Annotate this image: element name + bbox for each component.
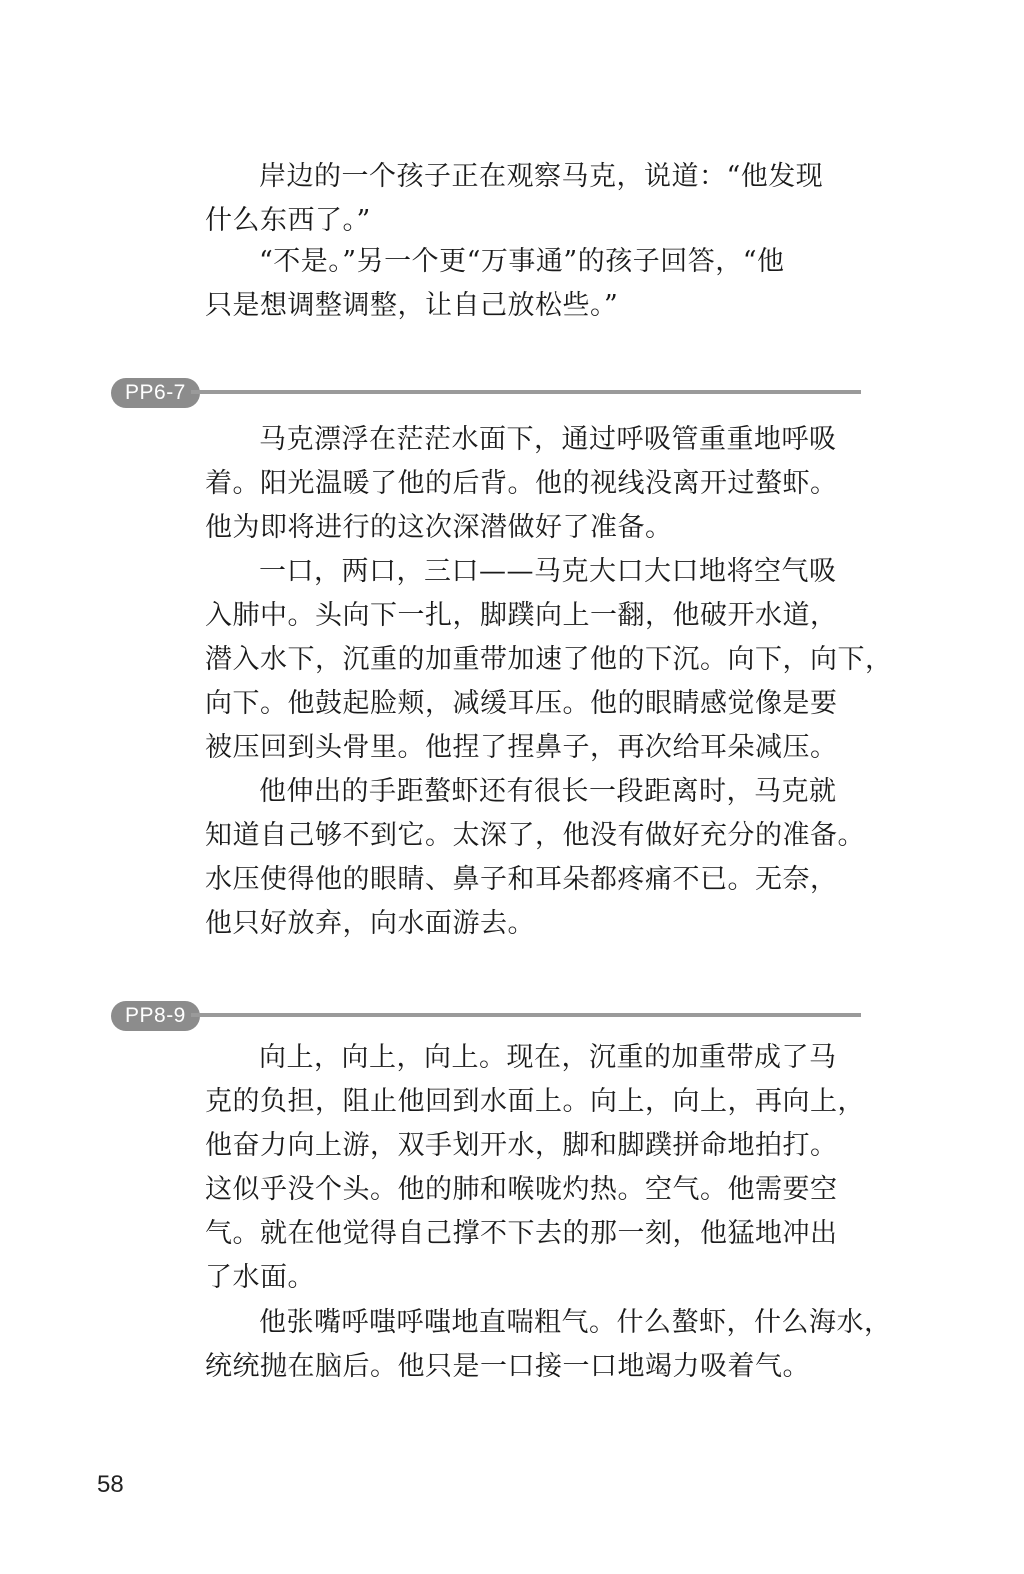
page-number: 58 bbox=[97, 1471, 124, 1498]
paragraph-pp6-7-3 bbox=[205, 770, 865, 946]
section-divider bbox=[191, 1013, 861, 1017]
text-line: 了水面。 bbox=[205, 1262, 315, 1293]
section-tag: PP8-9 bbox=[111, 1001, 200, 1031]
paragraph-pp8-9-2 bbox=[205, 1301, 892, 1389]
paragraph-intro-2 bbox=[205, 240, 860, 328]
text-line: 气。就在他觉得自己撑不下去的那一刻，他猛地冲出 bbox=[205, 1218, 838, 1249]
text-line: 克的负担，阻止他回到水面上。向上，向上，再向上， bbox=[205, 1086, 865, 1117]
paragraph-pp6-7-1 bbox=[205, 418, 860, 550]
section-tag: PP6-7 bbox=[111, 378, 200, 408]
text-line: 什么东西了。” bbox=[205, 205, 371, 236]
text-line: 他只好放弃，向水面游去。 bbox=[205, 908, 535, 939]
text-line: 向上，向上，向上。现在，沉重的加重带成了马 bbox=[259, 1042, 837, 1073]
paragraph-pp8-9-1 bbox=[205, 1036, 865, 1300]
text-line: 他为即将进行的这次深潜做好了准备。 bbox=[205, 512, 673, 543]
text-line: 他伸出的手距螯虾还有很长一段距离时，马克就 bbox=[259, 776, 837, 807]
text-line: 水压使得他的眼睛、鼻子和耳朵都疼痛不已。无奈， bbox=[205, 864, 838, 895]
text-line: “不是。”另一个更“万事通”的孩子回答，“他 bbox=[259, 246, 785, 277]
text-line: 着。阳光温暖了他的后背。他的视线没离开过螯虾。 bbox=[205, 468, 838, 499]
text-line: 一口，两口，三口——马克大口大口地将空气吸 bbox=[259, 556, 837, 587]
text-line: 只是想调整调整，让自己放松些。” bbox=[205, 290, 619, 321]
section-header-pp8-9 bbox=[111, 1001, 861, 1031]
paragraph-intro-1 bbox=[205, 155, 860, 243]
text-line: 岸边的一个孩子正在观察马克，说道：“他发现 bbox=[259, 161, 824, 192]
text-line: 被压回到头骨里。他捏了捏鼻子，再次给耳朵减压。 bbox=[205, 732, 838, 763]
text-line: 统统抛在脑后。他只是一口接一口地竭力吸着气。 bbox=[205, 1351, 810, 1382]
text-line: 他奋力向上游，双手划开水，脚和脚蹼拼命地拍打。 bbox=[205, 1130, 838, 1161]
paragraph-pp6-7-2 bbox=[205, 550, 893, 770]
text-line: 这似乎没个头。他的肺和喉咙灼热。空气。他需要空 bbox=[205, 1174, 838, 1205]
text-line: 知道自己够不到它。太深了，他没有做好充分的准备。 bbox=[205, 820, 865, 851]
text-line: 潜入水下，沉重的加重带加速了他的下沉。向下，向下， bbox=[205, 644, 893, 675]
text-line: 他张嘴呼嗤呼嗤地直喘粗气。什么螯虾，什么海水， bbox=[259, 1307, 892, 1338]
text-line: 马克漂浮在茫茫水面下，通过呼吸管重重地呼吸 bbox=[259, 424, 837, 455]
text-line: 向下。他鼓起脸颊，减缓耳压。他的眼睛感觉像是要 bbox=[205, 688, 838, 719]
section-divider bbox=[191, 390, 861, 394]
text-line: 入肺中。头向下一扎，脚蹼向上一翻，他破开水道， bbox=[205, 600, 838, 631]
section-header-pp6-7 bbox=[111, 378, 861, 408]
